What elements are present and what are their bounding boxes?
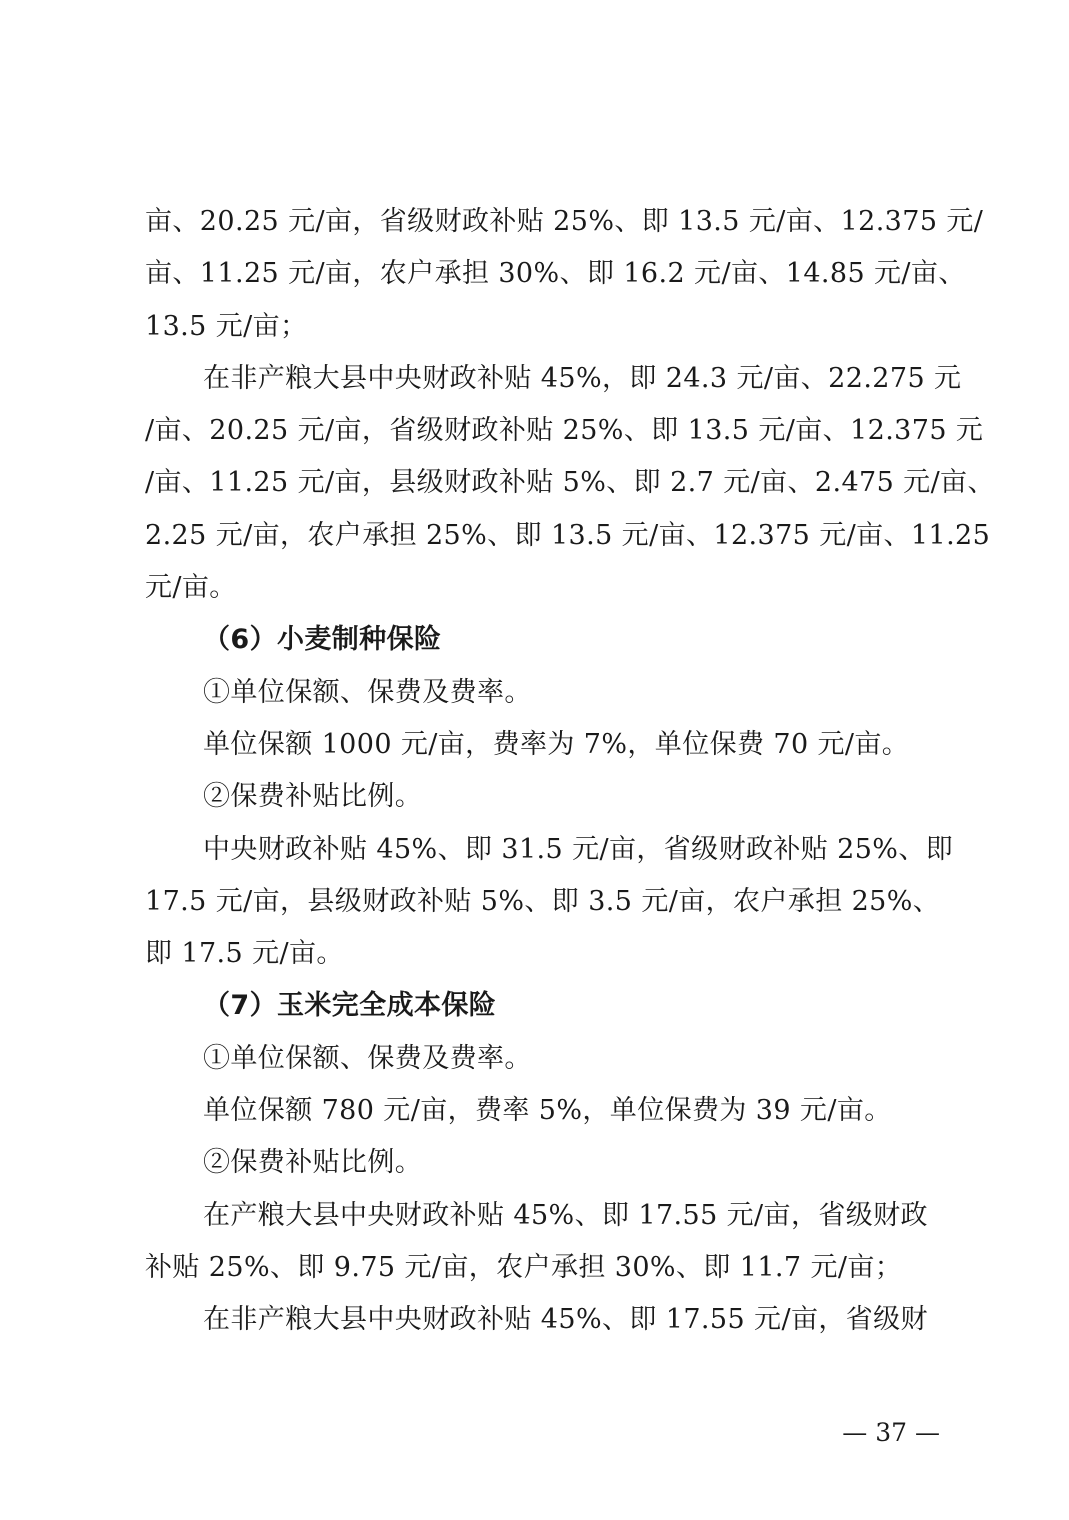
text-line: 补贴 25%、即 9.75 元/亩，农户承担 30%、即 11.7 元/亩； [145,1251,903,1283]
subheading-coverage: ①单位保额、保费及费率。 [203,676,532,708]
paragraph-start: 在非产粮大县中央财政补贴 45%，即 24.3 元/亩、22.275 元 [203,362,962,394]
paragraph-start: 单位保额 1000 元/亩，费率为 7%，单位保费 70 元/亩。 [203,728,910,760]
text-line: 亩、20.25 元/亩，省级财政补贴 25%、即 13.5 元/亩、12.375 元/ [145,206,984,237]
page-body [145,196,995,1347]
text-line: /亩、20.25 元/亩，省级财政补贴 25%、即 13.5 元/亩、12.375 元 [145,415,984,447]
text-line: 17.5 元/亩，县级财政补贴 5%、即 3.5 元/亩，农户承担 25%、 [145,885,941,917]
section-heading-corn-full-cost-insurance: （7）玉米完全成本保险 [203,990,497,1022]
subheading-subsidy-ratio: ②保费补贴比例。 [203,781,423,813]
paragraph-start: 在产粮大县中央财政补贴 45%、即 17.55 元/亩，省级财政 [203,1199,928,1231]
text-line: 元/亩。 [145,572,237,604]
text-line: 2.25 元/亩，农户承担 25%、即 13.5 元/亩、12.375 元/亩、11.25 [145,519,991,551]
text-line: 13.5 元/亩； [145,310,308,342]
text-line: /亩、11.25 元/亩，县级财政补贴 5%、即 2.7 元/亩、2.475 元/亩、 [145,467,995,499]
paragraph-start: 在非产粮大县中央财政补贴 45%、即 17.55 元/亩，省级财 [203,1304,928,1336]
paragraph-start: 中央财政补贴 45%、即 31.5 元/亩，省级财政补贴 25%、即 [203,833,954,865]
page-number: — 37 — [842,1418,940,1447]
text-line: 亩、11.25 元/亩，农户承担 30%、即 16.2 元/亩、14.85 元/亩、 [145,258,966,290]
paragraph-start: 单位保额 780 元/亩，费率 5%，单位保费为 39 元/亩。 [203,1095,892,1127]
subheading-coverage: ①单位保额、保费及费率。 [203,1042,532,1074]
section-heading-wheat-seed-insurance: （6）小麦制种保险 [203,624,442,656]
text-line: 即 17.5 元/亩。 [145,938,344,970]
subheading-subsidy-ratio: ②保费补贴比例。 [203,1147,423,1179]
